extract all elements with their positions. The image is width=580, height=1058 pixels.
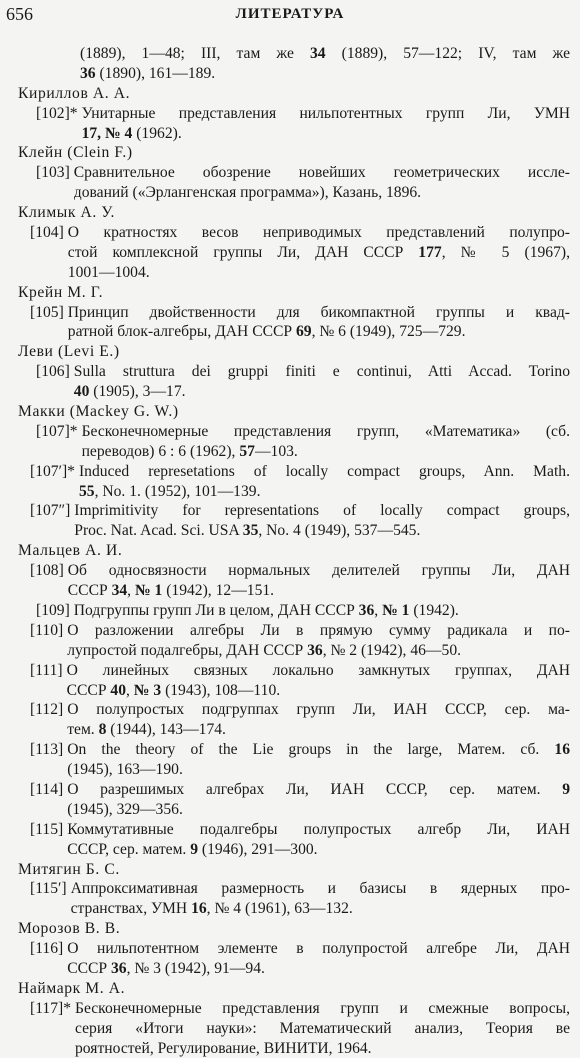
bold-volume: 69 [295, 323, 312, 341]
reference-text [67, 780, 570, 820]
citation-text: О полупростых подгруппах групп Ли, ИАН СССР, сер. ма- [67, 701, 570, 719]
reference-number: [112] [30, 701, 64, 719]
citation-text: (1943), 108—110. [161, 681, 281, 699]
reference-text [74, 362, 570, 402]
bold-volume: 36 [80, 64, 96, 82]
bold-volume: 57 [239, 442, 255, 460]
bold-volume: 55 [78, 482, 95, 500]
citation-text: , № 5 (1967), [441, 243, 570, 261]
text-line [80, 64, 570, 84]
author-name: Митягин Б. С. [18, 860, 120, 878]
citation-text: , № 6 (1949), 725—729. [311, 323, 466, 341]
citation-text: (1905), 3—17. [89, 383, 186, 401]
reference-text [74, 601, 570, 621]
bold-volume: 34 [111, 582, 128, 600]
text-line [67, 720, 570, 740]
reference-entry [14, 700, 570, 740]
text-line [82, 422, 570, 442]
citation-text: 1001—1004. [67, 263, 150, 281]
reference-number: [108] [30, 562, 64, 580]
reference-text [68, 561, 570, 601]
author-name: Кириллов А. А. [18, 84, 131, 102]
bold-volume: 36 [110, 959, 127, 977]
citation-text: Бесконечномерные представления групп и смежные вопросы, [75, 999, 570, 1017]
reference-number: [117]* [30, 999, 71, 1017]
text-line [74, 183, 570, 203]
citation-text: О линейных связных локально замкнутых группах, ДАН [66, 661, 570, 679]
reference-text [71, 879, 570, 919]
text-line [74, 601, 570, 621]
running-header [0, 4, 580, 28]
reference-number: [107′]* [30, 462, 75, 480]
citation-text: Сравнительное обозрение новейших геометрических иссле- [73, 164, 570, 182]
text-line [67, 661, 570, 681]
bold-volume: 177 [418, 243, 442, 261]
reference-number: [115] [30, 820, 64, 838]
citation-text: —103. [254, 442, 298, 460]
reference-entry [14, 740, 570, 780]
bold-volume: 9 [562, 780, 570, 798]
citation-text: Аппроксимативная размерность и базисы в ядерных про- [70, 880, 570, 898]
citation-text: On the theory of the Lie groups in the large, Матем. сб. [67, 741, 555, 759]
reference-number: [102]* [36, 104, 78, 122]
reference-number: [111] [30, 661, 63, 679]
text-line [67, 681, 570, 701]
text-line [82, 104, 570, 124]
citation-text: (1890), 161—189. [95, 64, 216, 82]
citation-text: , No. 1. (1952), 101—139. [94, 482, 261, 500]
bold-volume: № 1 [382, 601, 410, 619]
citation-text: (1962). [132, 124, 182, 142]
citation-text: (1889), 57—122; IV, там же [325, 45, 570, 62]
reference-entry [14, 820, 570, 860]
citation-text: О нильпотентном элементе в полупростой алгебре Ли, ДАН [67, 940, 570, 958]
reference-entry [14, 561, 570, 601]
citation-text: , № 2 (1942), 46—50. [322, 641, 462, 659]
text-line [80, 44, 570, 64]
reference-entry [14, 501, 570, 541]
reference-entry [14, 223, 570, 283]
text-line [75, 1039, 570, 1058]
author-name: Морозов В. В. [18, 920, 121, 938]
text-line [67, 959, 570, 979]
reference-number: [107]* [36, 422, 78, 440]
text-line [68, 561, 570, 581]
text-line [71, 879, 570, 899]
reference-entry [14, 362, 570, 402]
text-line [74, 521, 570, 541]
citation-text: СССР, сер. матем. [67, 840, 191, 858]
text-line [71, 899, 570, 919]
bold-volume: 9 [190, 840, 199, 858]
bold-volume: 16 [191, 900, 207, 918]
author-name: Мальцев А. И. [18, 542, 123, 560]
reference-text [74, 163, 570, 203]
reference-text [67, 740, 570, 780]
citation-text: роятностей, Регулирование, ВИНИТИ, 1964. [75, 1039, 372, 1057]
text-line [75, 1019, 570, 1039]
reference-number: [107″] [30, 502, 71, 520]
citation-text: ратной блок-алгебры, ДАН СССР [67, 323, 296, 341]
running-title: ЛИТЕРАТУРА [235, 6, 345, 22]
reference-text [67, 661, 570, 701]
citation-text: О кратностях весов неприводимых представлений полупро- [67, 224, 570, 242]
text-line [68, 303, 570, 323]
citation-text: дований («Эрлангенская программа»), Казань, 1896. [73, 184, 422, 202]
bold-volume: № 3 [133, 681, 162, 699]
bold-volume: 40 [110, 681, 126, 699]
reference-text [67, 700, 570, 740]
citation-text: Бесконечномерные представления групп, «Математика» (сб. [81, 422, 570, 440]
text-line [79, 482, 570, 502]
reference-text [67, 621, 570, 661]
bold-volume: 36 [358, 601, 375, 619]
bold-volume: 34 [309, 45, 326, 62]
text-line [74, 501, 570, 521]
citation-text: Sulla struttura dei gruppi finiti e continui, Atti Accad. Torino [73, 363, 570, 381]
citation-text: тем. [67, 721, 99, 739]
reference-text [68, 223, 570, 283]
bold-volume: 36 [307, 641, 323, 659]
citation-text: серия «Итоги науки»: Математический анализ, Теория ве [75, 1019, 570, 1037]
reference-text [67, 939, 570, 979]
citation-text: , No. 4 (1949), 537—545. [258, 522, 421, 540]
text-line [67, 820, 570, 840]
citation-text: СССР [67, 959, 111, 977]
text-line [79, 462, 570, 482]
reference-entry [14, 601, 570, 621]
citation-text: стой комплексной группы Ли, ДАН СССР [67, 243, 419, 261]
citation-text: переводов) 6 : 6 (1962), [81, 442, 240, 460]
author-name: Леви (Levi E.) [18, 343, 120, 361]
reference-entry [14, 163, 570, 203]
reference-number: [110] [30, 621, 64, 639]
citation-text: Принцип двойственности для бикомпактной группы и квад- [67, 303, 570, 321]
reference-entry [14, 621, 570, 661]
text-line [67, 740, 570, 760]
citation-text: Imprimitivity for representations of locally compact groups, [74, 502, 570, 520]
author-name: Наймарк М. А. [18, 979, 126, 997]
reference-number: [114] [30, 780, 64, 798]
citation-text: Унитарные представления нильпотентных групп Ли, УМН [81, 104, 570, 122]
citation-text: Подгруппы групп Ли в целом, ДАН СССР [73, 601, 359, 619]
text-line [67, 621, 570, 641]
author-name: Крейн М. Г. [18, 283, 104, 301]
citation-text: , № 3 (1942), 91—94. [126, 959, 265, 977]
text-line [67, 800, 570, 820]
reference-entry [14, 661, 570, 701]
citation-text: СССР [66, 681, 111, 699]
citation-text: Коммутативные подалгебры полупростых алгебр Ли, ИАН [67, 820, 570, 838]
text-line [68, 581, 570, 601]
bold-volume: 17, № 4 [81, 124, 133, 142]
citation-text: Об односвязности нормальных делителей группы Ли, ДАН [67, 562, 570, 580]
citation-text: странствах, УМН [70, 900, 192, 918]
author-name: Макки (Mackey G. W.) [18, 403, 179, 421]
text-line [67, 780, 570, 800]
reference-entry [14, 879, 570, 919]
reference-number: [113] [30, 741, 64, 759]
text-line [68, 263, 570, 283]
reference-entry [14, 780, 570, 820]
continued-entry [14, 44, 570, 84]
citation-text: (1945), 163—190. [67, 761, 183, 779]
reference-text [82, 422, 570, 462]
reference-number: [104] [30, 224, 64, 242]
text-line [82, 442, 570, 462]
citation-text: Proc. Nat. Acad. Sci. USA [74, 522, 243, 540]
author-name: Климык А. У. [18, 204, 115, 222]
text-line [67, 760, 570, 780]
reference-entry [14, 303, 570, 343]
author-name: Клейн (Clein F.) [18, 144, 133, 162]
text-line [67, 700, 570, 720]
reference-entry [14, 999, 570, 1058]
citation-text: , № 4 (1961), 63—132. [206, 900, 353, 918]
citation-text: О разрешимых алгебрах Ли, ИАН СССР, сер. матем. [67, 780, 563, 798]
reference-number: [106] [36, 363, 70, 381]
citation-text: , [374, 601, 383, 619]
citation-text: (1942), 12—151. [162, 582, 275, 600]
reference-text [67, 820, 570, 860]
citation-text: О разложении алгебры Ли в прямую сумму радикала и по- [67, 621, 570, 639]
reference-text [79, 462, 570, 502]
citation-text: (1889), 1—48; III, там же [80, 45, 310, 62]
reference-number: [115′] [30, 880, 67, 898]
citation-text: лупростой подалгебры, ДАН СССР [67, 641, 308, 659]
text-line [67, 641, 570, 661]
bibliography-list [14, 44, 570, 1058]
text-line [75, 999, 570, 1019]
text-line [68, 223, 570, 243]
citation-text: (1946), 291—300. [198, 840, 318, 858]
bold-volume: 40 [73, 383, 90, 401]
text-line [68, 243, 570, 263]
bold-volume: № 1 [134, 582, 163, 600]
citation-text: (1942). [409, 601, 459, 619]
citation-text: Induced represetations of locally compact groups, Ann. Math. [78, 462, 570, 480]
reference-entry [14, 939, 570, 979]
reference-number: [109] [36, 601, 70, 619]
reference-number: [116] [30, 940, 64, 958]
text-line [67, 840, 570, 860]
reference-entry [14, 462, 570, 502]
reference-text [68, 303, 570, 343]
page-number: 656 [6, 4, 33, 24]
reference-entry [14, 422, 570, 462]
citation-text: , [127, 582, 135, 600]
citation-text: СССР [67, 582, 112, 600]
reference-text [74, 501, 570, 541]
citation-text: , [126, 681, 134, 699]
reference-text [82, 104, 570, 144]
reference-number: [103] [36, 164, 70, 182]
reference-number: [105] [30, 303, 64, 321]
text-line [68, 322, 570, 342]
text-line [67, 939, 570, 959]
citation-text: (1944), 143—174. [106, 721, 226, 739]
bold-volume: 35 [242, 522, 259, 540]
reference-entry [14, 104, 570, 144]
citation-text: (1945), 329—356. [67, 800, 183, 818]
text-line [74, 382, 570, 402]
bold-volume: 16 [554, 741, 570, 759]
text-line [74, 362, 570, 382]
reference-text [75, 999, 570, 1058]
text-line [74, 163, 570, 183]
text-line [82, 124, 570, 144]
bold-volume: 8 [98, 721, 107, 739]
